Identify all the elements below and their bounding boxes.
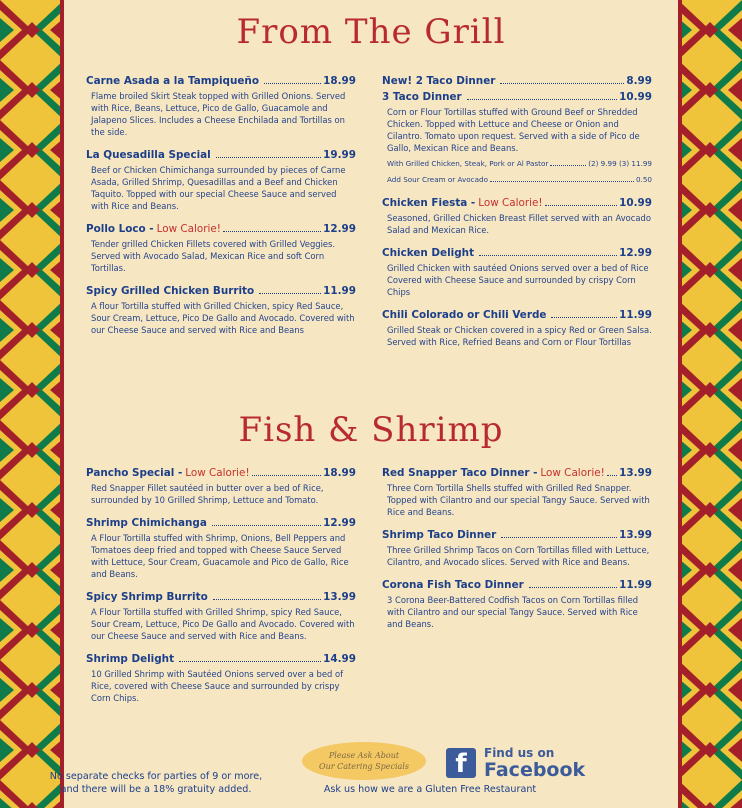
item-name: New! 2 Taco Dinner bbox=[382, 75, 496, 87]
item-name: Spicy Shrimp Burrito bbox=[86, 591, 208, 603]
item-description: A Flour Tortilla stuffed with Grilled Shrimp, spicy Red Sauce, Sour Cream, Lettuce, Pico De Gallo and Avocado. Covered with our Cheese Sauce and served with Rice and Beans. bbox=[91, 607, 355, 641]
item-description: A flour Tortilla stuffed with Grilled Chicken, spicy Red Sauce, Sour Cream, Lettuce, Pico De Gallo and Avocado. Covered with our Cheese Sauce and served with Rice and Beans bbox=[91, 301, 355, 335]
item-description: Grilled Chicken with sautéed Onions served over a bed of Rice Covered with Cheese Sauce and surrounded by crispy Corn Chips bbox=[387, 263, 649, 297]
catering-badge: Please Ask About Our Catering Specials bbox=[302, 742, 426, 780]
item-description: Corn or Flour Tortillas stuffed with Ground Beef or Shredded Chicken. Topped with Lettuce and Cheese or Onion and Cilantro. Tomato upon request. Served with a side of Pico de Gallo, Mexican Rice and Beans. bbox=[387, 107, 640, 153]
leader-dots bbox=[216, 157, 321, 158]
leader-dots bbox=[467, 99, 617, 100]
menu-item bbox=[382, 246, 652, 298]
leader-dots bbox=[545, 205, 618, 206]
menu-item bbox=[382, 90, 652, 186]
leader-dots bbox=[252, 475, 322, 476]
leader-dots bbox=[264, 83, 321, 84]
menu-item bbox=[86, 74, 356, 138]
item-name: Carne Asada a la Tampiqueño bbox=[86, 75, 259, 87]
menu-item bbox=[382, 466, 652, 518]
item-description: Flame broiled Skirt Steak topped with Grilled Onions. Served with Rice, Beans, Lettuce, Pico de Gallo, Guacamole and Jalapeno Slices. Includes a Cheese Enchilada and Tortillas on the side. bbox=[91, 91, 346, 137]
item-description: Red Snapper Fillet sautéed in butter over a bed of Rice, surrounded by 10 Grilled Shrimp, Lettuce and Tomato. bbox=[91, 483, 324, 505]
facebook-icon: f bbox=[446, 748, 476, 778]
item-price: 12.99 bbox=[323, 223, 356, 235]
menu-item bbox=[382, 308, 652, 348]
facebook-label: Facebook bbox=[484, 759, 586, 781]
grill-right-column bbox=[382, 74, 652, 358]
item-name: Chicken Delight bbox=[382, 247, 475, 259]
menu-item bbox=[86, 652, 356, 704]
low-calorie-tag: Low Calorie! bbox=[185, 467, 250, 479]
item-description: Three Corn Tortilla Shells stuffed with Grilled Red Snapper. Topped with Cilantro and our special Tangy Sauce. Served with Rice and Beans. bbox=[387, 483, 650, 517]
item-price: 12.99 bbox=[323, 517, 356, 529]
party-gratuity-note: No separate checks for parties of 9 or more, and there will be a 18% gratuity added. bbox=[49, 771, 263, 795]
low-calorie-tag: Low Calorie! bbox=[156, 223, 221, 235]
item-name: Shrimp Delight bbox=[86, 653, 175, 665]
leader-dots bbox=[551, 317, 617, 318]
menu-item bbox=[382, 528, 652, 568]
menu-item bbox=[86, 222, 356, 274]
leader-dots bbox=[479, 255, 617, 256]
menu-item bbox=[382, 196, 652, 236]
item-name: Red Snapper Taco Dinner - bbox=[382, 467, 538, 479]
facebook-badge[interactable] bbox=[446, 746, 585, 780]
fish-right-column bbox=[382, 466, 652, 640]
item-price: 12.99 bbox=[619, 247, 652, 259]
item-price: 10.99 bbox=[619, 91, 652, 103]
leader-dots bbox=[529, 587, 617, 588]
item-name: Pollo Loco - bbox=[86, 223, 154, 235]
item-description: 10 Grilled Shrimp with Sautéed Onions served over a bed of Rice, covered with Cheese Sauce and surrounded by crispy Corn Chips. bbox=[91, 669, 344, 703]
low-calorie-tag: Low Calorie! bbox=[478, 197, 543, 209]
right-border-pattern-icon bbox=[678, 0, 742, 808]
menu-item bbox=[86, 284, 356, 336]
item-description: Tender grilled Chicken Fillets covered with Grilled Veggies. Served with Avocado Salad, Mexican Rice and soft Corn Tortillas. bbox=[91, 239, 336, 273]
fish-section-title: Fish & Shrimp bbox=[238, 410, 504, 450]
sub-price-line: With Grilled Chicken, Steak, Pork or Al Pastor (2) 9.99 (3) 11.99 bbox=[387, 159, 652, 168]
low-calorie-tag: Low Calorie! bbox=[540, 467, 605, 479]
item-name: Shrimp Taco Dinner bbox=[382, 529, 497, 541]
leader-dots bbox=[213, 599, 321, 600]
leader-dots bbox=[607, 475, 617, 476]
leader-dots bbox=[501, 537, 617, 538]
item-name: Pancho Special - bbox=[86, 467, 183, 479]
right-decorative-border bbox=[678, 0, 742, 808]
item-price: 8.99 bbox=[626, 75, 652, 87]
item-name: Chili Colorado or Chili Verde bbox=[382, 309, 547, 321]
fish-left-column bbox=[86, 466, 356, 714]
item-name: Corona Fish Taco Dinner bbox=[382, 579, 524, 591]
item-description: 3 Corona Beer-Battered Codfish Tacos on Corn Tortillas filled with Cilantro and our special Tangy Sauce. Served with Rice and Beans. bbox=[387, 595, 639, 629]
facebook-find-us: Find us on bbox=[484, 746, 555, 760]
item-price: 18.99 bbox=[323, 467, 356, 479]
menu-content bbox=[78, 0, 664, 808]
item-description: Beef or Chicken Chimichanga surrounded by pieces of Carne Asada, Grilled Shrimp, Quesadillas and a Beef and Chicken Taquito. Topped with our special Cheese Sauce and served with Rice and Beans. bbox=[91, 165, 346, 211]
item-name: Shrimp Chimichanga bbox=[86, 517, 207, 529]
sub-price-line: Add Sour Cream or Avocado 0.50 bbox=[387, 175, 652, 184]
item-price: 19.99 bbox=[323, 149, 356, 161]
item-price: 18.99 bbox=[323, 75, 356, 87]
leader-dots bbox=[500, 83, 624, 84]
item-name: Chicken Fiesta - bbox=[382, 197, 476, 209]
item-description: Grilled Steak or Chicken covered in a spicy Red or Green Salsa. Served with Rice, Refried Beans and Corn or Flour Tortillas bbox=[387, 325, 652, 347]
menu-item bbox=[86, 590, 356, 642]
left-decorative-border bbox=[0, 0, 64, 808]
item-description: A Flour Tortilla stuffed with Shrimp, Onions, Bell Peppers and Tomatoes deep fried and topped with Cheese Sauce Served with Lettuce, Sour Cream, Guacamole and Pico de Gallo, Rice and Beans. bbox=[91, 533, 349, 579]
menu-item bbox=[86, 466, 356, 506]
item-price: 11.99 bbox=[619, 309, 652, 321]
item-price: 13.99 bbox=[619, 529, 652, 541]
leader-dots bbox=[212, 525, 321, 526]
leader-dots bbox=[179, 661, 321, 662]
grill-left-column bbox=[86, 74, 356, 346]
item-name: La Quesadilla Special bbox=[86, 149, 211, 161]
menu-item bbox=[382, 578, 652, 630]
menu-item bbox=[86, 148, 356, 212]
left-border-pattern-icon bbox=[0, 0, 64, 808]
menu-item bbox=[86, 516, 356, 580]
menu-item bbox=[382, 74, 652, 88]
item-name: 3 Taco Dinner bbox=[382, 91, 462, 103]
item-price: 13.99 bbox=[619, 467, 652, 479]
item-description: Three Grilled Shrimp Tacos on Corn Tortillas filled with Lettuce, Cilantro, and Avocado slices. Served with Rice and Beans. bbox=[387, 545, 650, 567]
gluten-free-note: Ask us how we are a Gluten Free Restaurant bbox=[323, 784, 537, 795]
item-price: 11.99 bbox=[323, 285, 356, 297]
item-price: 14.99 bbox=[323, 653, 356, 665]
item-price: 10.99 bbox=[619, 197, 652, 209]
leader-dots bbox=[223, 231, 321, 232]
item-price: 11.99 bbox=[619, 579, 652, 591]
item-price: 13.99 bbox=[323, 591, 356, 603]
leader-dots bbox=[259, 293, 321, 294]
item-name: Spicy Grilled Chicken Burrito bbox=[86, 285, 255, 297]
grill-section-title: From The Grill bbox=[236, 12, 506, 52]
item-description: Seasoned, Grilled Chicken Breast Fillet served with an Avocado Salad and Mexican Rice. bbox=[387, 213, 651, 235]
